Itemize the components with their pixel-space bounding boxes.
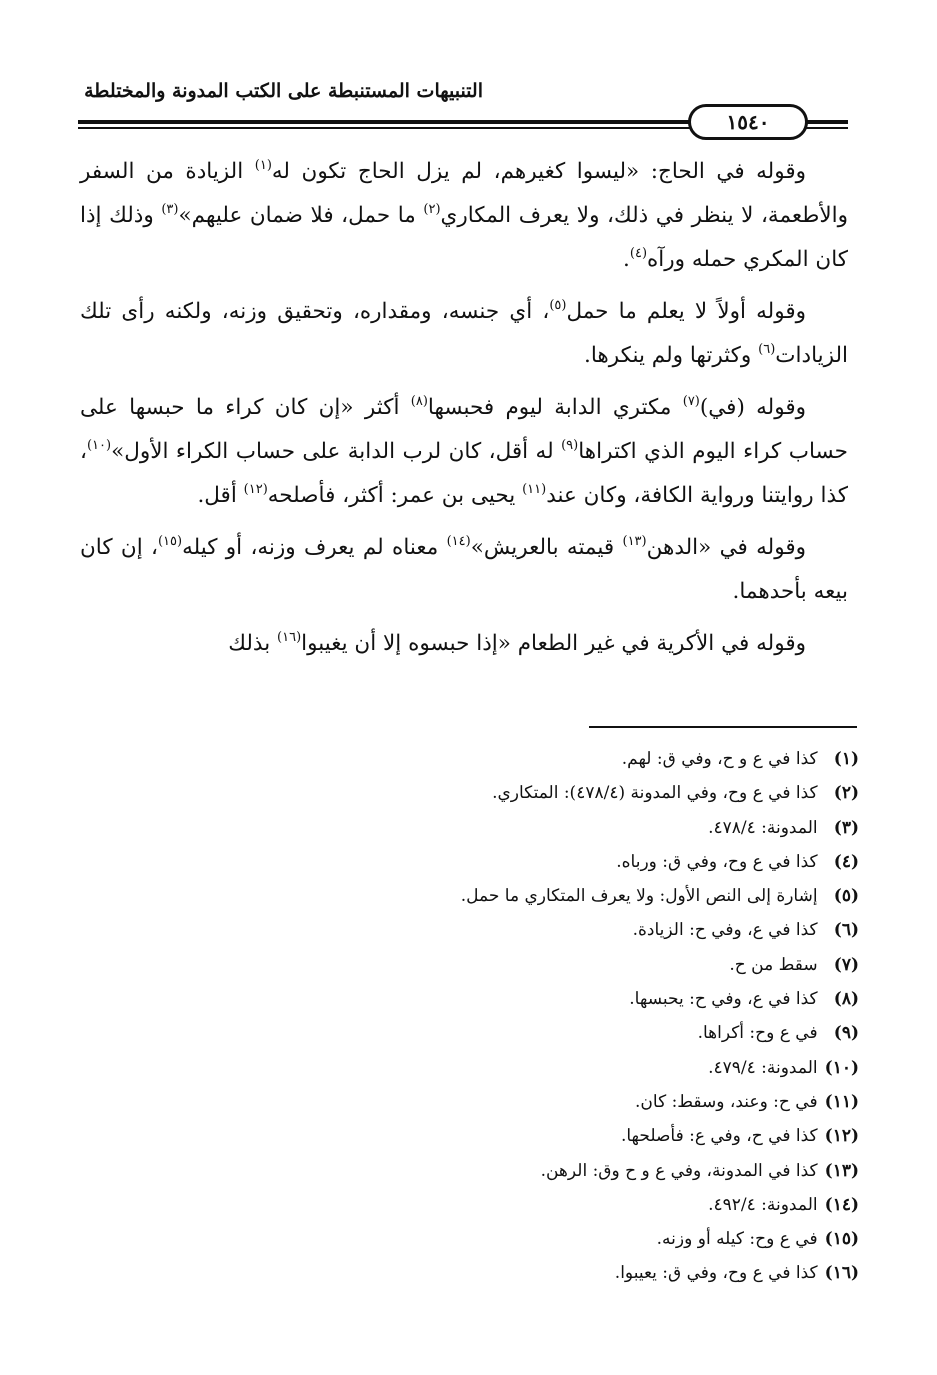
- footnote-item: [259, 1188, 859, 1222]
- footnote-text: كذا في ع، وفي ح: الزيادة.: [632, 920, 818, 941]
- footnote-text: المدونة: ٤٩٢/٤.: [708, 1194, 818, 1215]
- page-number: ١٥٤٠: [688, 104, 808, 140]
- footnote-text: سقط من ح.: [729, 954, 818, 975]
- footnotes-list: [259, 742, 859, 1291]
- footnote-text: كذا في ح، وفي ع: فأصلحها.: [620, 1126, 818, 1147]
- footnote-ref: (٧): [682, 394, 700, 409]
- footnote-number: (٤): [833, 851, 859, 872]
- page-header: [78, 80, 848, 140]
- footnote-item: [259, 811, 859, 845]
- footnote-item: [259, 982, 859, 1016]
- footnote-ref: (٩): [561, 438, 579, 453]
- footnote-number: (٦): [833, 920, 859, 941]
- running-title: التنبيهات المستنبطة على الكتب المدونة والمختلطة: [84, 80, 483, 102]
- footnote-item: [259, 1051, 859, 1085]
- footnote-item: [259, 1154, 859, 1188]
- footnote-number: (١٤): [824, 1194, 859, 1215]
- footnote-ref: (٤): [629, 246, 648, 261]
- footnote-number: (٥): [833, 886, 859, 907]
- text-segment: ، كذا روايتنا ورواية الكافة، وكان عند: [80, 439, 848, 508]
- footnote-ref: (١٦): [277, 630, 302, 645]
- footnote-item: [259, 742, 859, 776]
- footnote-item: [259, 879, 859, 913]
- footnote-ref: (١٢): [243, 482, 268, 497]
- footnote-number: (١٢): [824, 1126, 859, 1147]
- paragraph-3: [80, 386, 848, 518]
- footnote-text: كذا في المدونة، وفي ع و ح وق: الرهن.: [540, 1160, 818, 1181]
- footnote-number: (١١): [824, 1091, 859, 1112]
- footnote-ref: (٦): [758, 342, 776, 357]
- footnote-item: [259, 948, 859, 982]
- footnote-item: [259, 1016, 859, 1050]
- footnote-number: (٨): [833, 989, 859, 1010]
- text-segment: وقوله في الأكرية في غير الطعام «إذا حبسوه إلا أن يغيبوا: [301, 631, 806, 656]
- text-segment: وقوله (في): [699, 395, 807, 420]
- footnote-ref: (١٣): [622, 534, 647, 549]
- footnote-text: في ع وح: أكراها.: [697, 1023, 818, 1044]
- footnote-number: (٢): [833, 783, 859, 804]
- text-segment: أقل.: [197, 483, 237, 508]
- paragraph-1: [80, 150, 848, 282]
- footnote-text: إشارة إلى النص الأول: ولا يعرف المتكاري ما حمل.: [460, 886, 818, 907]
- footnote-item: [259, 1256, 859, 1290]
- paragraph-4: [80, 526, 848, 614]
- text-segment: ، إن كان بيعه بأحدهما.: [80, 535, 848, 604]
- text-segment: بذلك: [228, 631, 271, 656]
- footnote-number: (١٥): [824, 1229, 859, 1250]
- text-segment: له أقل، كان لرب الدابة على حساب الكراء الأول»: [111, 439, 554, 464]
- paragraph-2: [80, 290, 848, 378]
- footnote-number: (١٣): [824, 1160, 859, 1181]
- text-segment: أكثر «إن كان كراء ما حبسها على حساب كراء اليوم الذي اكتراها: [80, 395, 848, 464]
- footnote-text: كذا في ع، وفي ح: يحبسها.: [629, 989, 818, 1010]
- text-segment: ما حمل، فلا ضمان عليهم»: [178, 203, 416, 228]
- footnote-separator: [589, 726, 857, 728]
- footnote-text: كذا في ع وح، وفي ق: ورباه.: [616, 851, 818, 872]
- text-segment: وقوله أولاً لا يعلم ما حمل: [566, 299, 806, 324]
- text-segment: يحيى بن عمر: أكثر، فأصلحه: [267, 483, 516, 508]
- footnote-item: [259, 1222, 859, 1256]
- footnote-item: [259, 845, 859, 879]
- footnote-ref: (١): [254, 158, 272, 173]
- footnote-text: في ع وح: كيله أو وزنه.: [656, 1229, 818, 1250]
- footnote-ref: (١٠): [86, 438, 112, 453]
- footnote-ref: (١١): [522, 482, 547, 497]
- footnote-number: (١): [833, 749, 859, 769]
- footnote-text: كذا في ع وح، وفي ق: يعيبوا.: [614, 1263, 818, 1284]
- text-segment: وقوله في «الدهن: [646, 535, 806, 560]
- text-segment: الزيادة من السفر والأطعمة، لا ينظر في ذلك، ولا يعرف المكاري: [80, 159, 848, 228]
- text-segment: وقوله في الحاج: «ليسوا كغيرهم، لم يزل الحاج تكون له: [271, 159, 806, 184]
- main-text: [80, 150, 848, 674]
- footnote-ref: (١٤): [446, 534, 471, 549]
- footnote-number: (١٠): [824, 1057, 859, 1078]
- footnote-number: (٧): [833, 954, 859, 975]
- footnote-item: [259, 913, 859, 947]
- text-segment: ، أي جنسه، ومقداره، وتحقيق وزنه، ولكنه رأى تلك الزيادات: [80, 299, 848, 368]
- text-segment: وذلك إذا كان المكري حمله ورآه: [80, 203, 848, 272]
- footnote-item: [259, 1119, 859, 1153]
- text-segment: وكثرتها ولم ينكرها.: [584, 343, 752, 368]
- footnote-number: (٩): [833, 1023, 859, 1044]
- text-segment: قيمته بالعريش»: [470, 535, 615, 560]
- footnote-item: [259, 776, 859, 810]
- footnote-text: المدونة: ٤٧٨/٤.: [708, 817, 818, 838]
- footnote-text: في ح: وعند، وسقط: كان.: [635, 1091, 818, 1112]
- footnote-ref: (١٥): [157, 534, 183, 549]
- text-segment: معناه لم يعرف وزنه، أو كيله: [182, 535, 439, 560]
- text-segment: .: [623, 247, 630, 272]
- footnote-text: المدونة: ٤٧٩/٤.: [708, 1057, 818, 1078]
- footnote-ref: (٨): [410, 394, 428, 409]
- footnote-ref: (٥): [549, 298, 567, 313]
- footnote-text: كذا في ع وح، وفي المدونة (٤٧٨/٤): المتكاري.: [492, 783, 818, 804]
- footnote-number: (١٦): [824, 1263, 859, 1284]
- text-segment: مكتري الدابة ليوم فحبسها: [427, 395, 672, 420]
- footnote-text: كذا في ع و ح، وفي ق: لهم.: [621, 749, 818, 769]
- footnote-item: [259, 1085, 859, 1119]
- footnote-ref: (٣): [161, 202, 179, 217]
- paragraph-5: [80, 622, 848, 666]
- footnote-ref: (٢): [423, 202, 441, 217]
- footnote-number: (٣): [833, 817, 859, 838]
